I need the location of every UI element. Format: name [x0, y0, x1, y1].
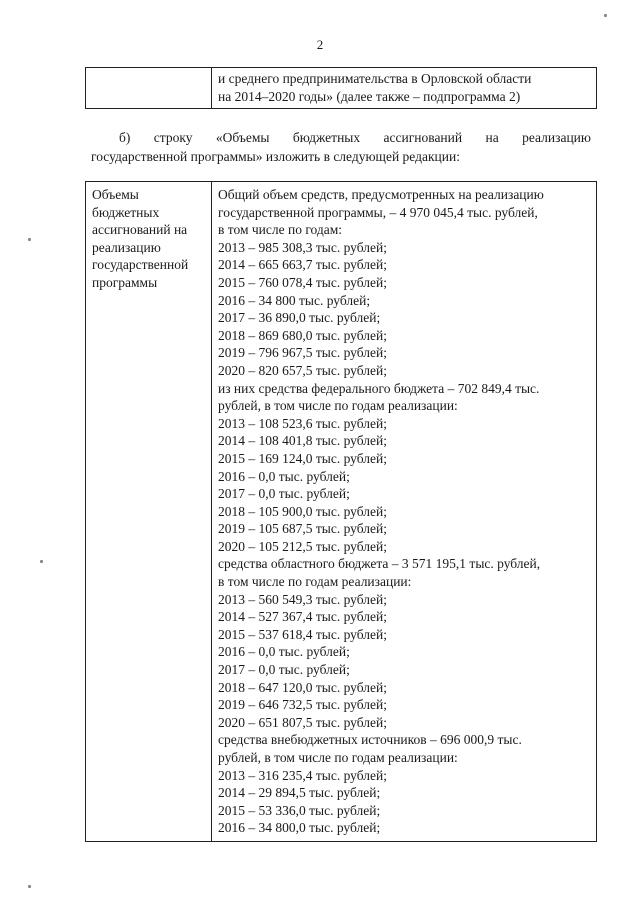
- text-line: 2019 – 646 732,5 тыс. рублей;: [218, 697, 387, 713]
- text-line: Общий объем средств, предусмотренных на реализацию: [218, 187, 544, 202]
- text-line: 2020 – 105 212,5 тыс. рублей;: [218, 538, 387, 554]
- text-line: Объемы: [92, 187, 139, 202]
- text-line: 2013 – 108 523,6 тыс. рублей;: [218, 415, 387, 431]
- scan-mark: [40, 560, 43, 563]
- text-line: 2018 – 869 680,0 тыс. рублей;: [218, 327, 387, 343]
- scan-mark: [28, 885, 31, 888]
- text-line: средства внебюджетных источников – 696 000,9 тыс.: [218, 732, 522, 748]
- text-line: 2016 – 34 800 тыс. рублей;: [218, 292, 371, 308]
- scan-mark: [604, 14, 607, 17]
- table-row: [86, 68, 597, 109]
- top-table: [85, 67, 597, 109]
- text-line: 2016 – 0,0 тыс. рублей;: [218, 468, 350, 484]
- text-line: 2019 – 796 967,5 тыс. рублей;: [218, 345, 387, 361]
- text-line: 2018 – 647 120,0 тыс. рублей;: [218, 679, 387, 695]
- text-line: 2014 – 29 894,5 тыс. рублей;: [218, 785, 381, 801]
- top-table-left-cell: [86, 68, 212, 109]
- text-line: средства областного бюджета – 3 571 195,1 тыс. рублей,: [218, 556, 541, 572]
- text-line: 2016 – 34 800,0 тыс. рублей;: [218, 820, 381, 836]
- text-line: 2017 – 0,0 тыс. рублей;: [218, 662, 350, 678]
- text-line: 2014 – 527 367,4 тыс. рублей;: [218, 609, 387, 625]
- text-line: программы: [92, 274, 158, 290]
- text-line: бюджетных: [92, 204, 160, 220]
- text-line: 2015 – 760 078,4 тыс. рублей;: [218, 274, 387, 290]
- text-line: рублей, в том числе по годам реализации:: [218, 750, 458, 765]
- text-line: на 2014–2020 годы» (далее также – подпрограмма 2): [218, 89, 521, 104]
- text-line: 2020 – 651 807,5 тыс. рублей;: [218, 714, 387, 730]
- text-line: в том числе по годам:: [218, 222, 343, 238]
- budget-values-cell: [212, 182, 597, 842]
- text-line: 2016 – 0,0 тыс. рублей;: [218, 644, 350, 660]
- text-line: 2013 – 985 308,3 тыс. рублей;: [218, 239, 387, 255]
- text-line: 2015 – 169 124,0 тыс. рублей;: [218, 450, 387, 466]
- text-line: 2017 – 0,0 тыс. рублей;: [218, 486, 350, 502]
- scan-mark: [28, 238, 31, 241]
- text-line: 2015 – 537 618,4 тыс. рублей;: [218, 626, 387, 642]
- text-line: в том числе по годам реализации:: [218, 574, 412, 590]
- table-row: [86, 182, 597, 842]
- top-table-right-cell: [212, 68, 597, 109]
- paragraph-line: государственной программы» изложить в следующей редакции:: [91, 149, 460, 164]
- paragraph-line: б) строку «Объемы бюджетных ассигнований на реализацию: [119, 130, 591, 145]
- text-line: 2014 – 665 663,7 тыс. рублей;: [218, 257, 387, 273]
- text-line: 2015 – 53 336,0 тыс. рублей;: [218, 802, 381, 818]
- text-line: 2013 – 316 235,4 тыс. рублей;: [218, 767, 387, 783]
- text-line: 2019 – 105 687,5 тыс. рублей;: [218, 521, 387, 537]
- text-line: государственной программы, – 4 970 045,4 тыс. рублей,: [218, 204, 538, 220]
- text-line: 2020 – 820 657,5 тыс. рублей;: [218, 362, 387, 378]
- text-line: и среднего предпринимательства в Орловской области: [218, 71, 532, 86]
- budget-table: [85, 181, 597, 842]
- text-line: рублей, в том числе по годам реализации:: [218, 398, 458, 414]
- page-number: 2: [316, 37, 324, 52]
- text-line: 2013 – 560 549,3 тыс. рублей;: [218, 591, 387, 607]
- text-line: реализацию: [92, 239, 161, 255]
- text-line: 2017 – 36 890,0 тыс. рублей;: [218, 310, 381, 326]
- text-line: государственной: [92, 257, 189, 273]
- text-line: 2014 – 108 401,8 тыс. рублей;: [218, 433, 387, 449]
- text-line: из них средства федерального бюджета – 702 849,4 тыс.: [218, 380, 540, 396]
- budget-label-cell: [86, 182, 212, 842]
- text-line: ассигнований на: [92, 222, 188, 238]
- text-line: 2018 – 105 900,0 тыс. рублей;: [218, 503, 387, 519]
- instruction-paragraph: [91, 128, 591, 166]
